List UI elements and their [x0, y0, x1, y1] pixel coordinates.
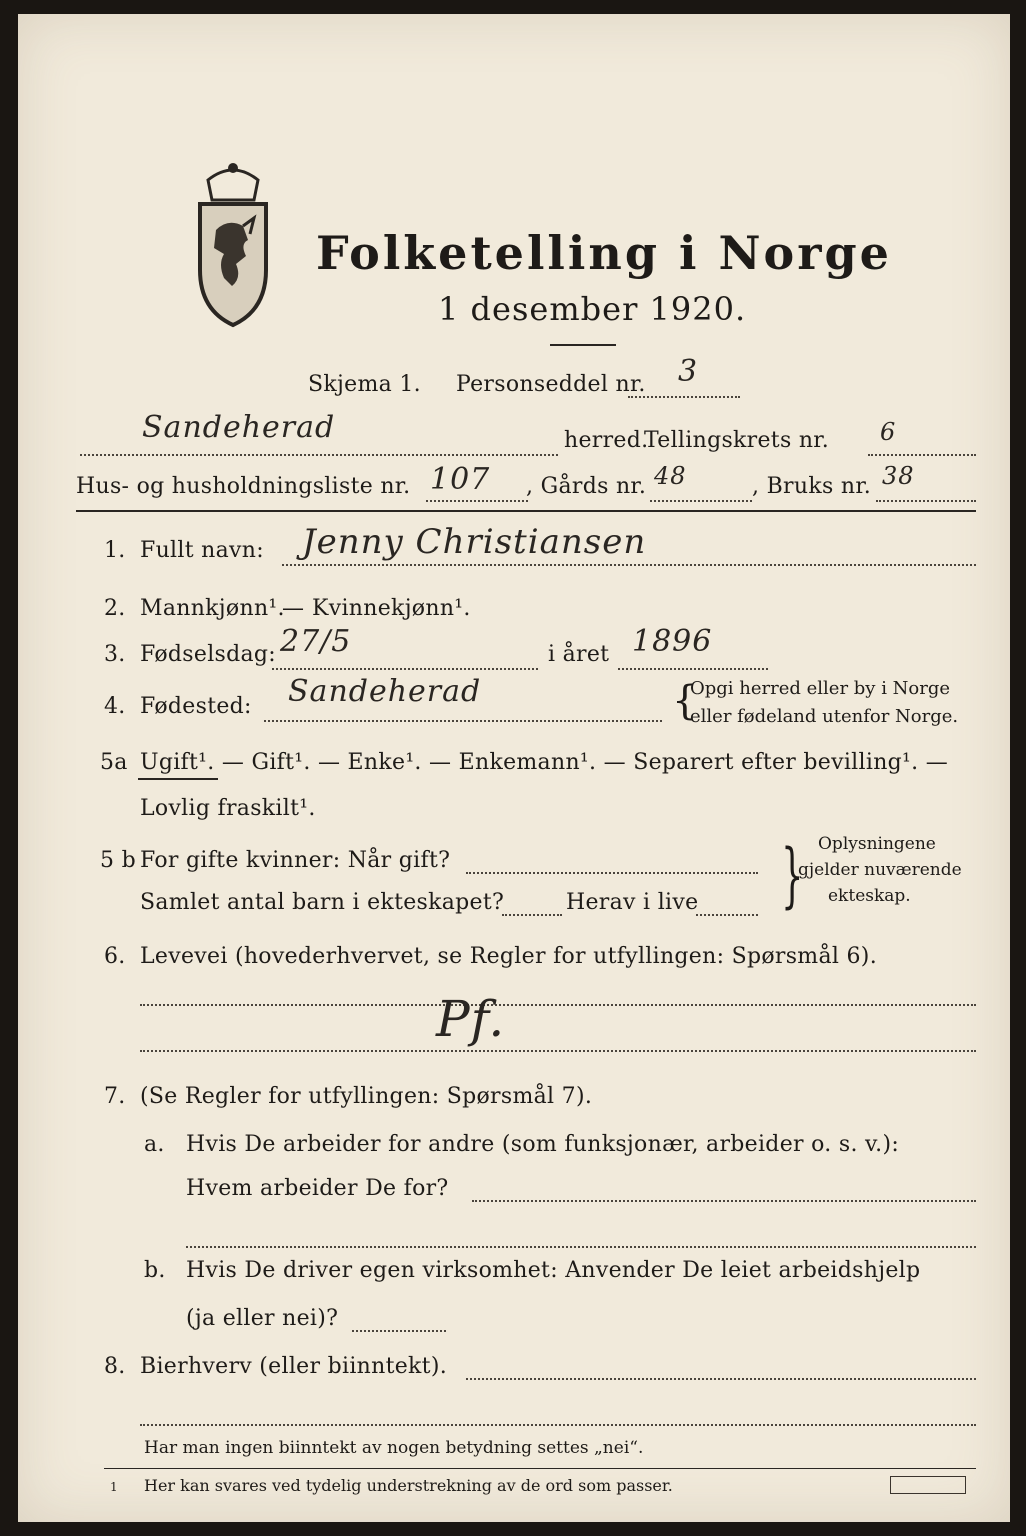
hus-line: [426, 500, 528, 502]
birthplace-value: Sandeherad: [288, 674, 482, 709]
ugift-underline: [138, 778, 218, 780]
marital-status-options: Ugift¹. — Gift¹. — Enke¹. — Enkemann¹. — Separert efter bevilling¹. —: [140, 750, 949, 775]
q7-number: 7.: [104, 1084, 126, 1109]
q1-line: [282, 564, 976, 566]
printer-stamp: [890, 1476, 966, 1494]
mannkjonn-option: Mannkjønn¹.: [140, 596, 285, 621]
q7b-number: b.: [144, 1258, 166, 1283]
title-divider: [550, 344, 616, 346]
q6-label: Levevei (hovederhvervet, se Regler for utfyllingen: Spørsmål 6).: [140, 944, 877, 969]
q5b-note-1: Oplysningene: [818, 834, 936, 854]
birthdate-value: 27/5: [280, 624, 352, 659]
full-name-value: Jenny Christiansen: [302, 522, 647, 562]
occupation-value: Pf.: [436, 990, 506, 1048]
q5b-line1: For gifte kvinner: Når gift?: [140, 848, 451, 873]
q3-number: 3.: [104, 642, 126, 667]
q5b-brace: }: [781, 834, 804, 916]
hus-label: Hus- og husholdningsliste nr.: [76, 474, 411, 499]
herred-label: herred.: [564, 428, 649, 453]
q6-line-1: [140, 1004, 976, 1006]
bruks-value: 38: [882, 462, 915, 490]
personseddel-line: [628, 396, 740, 398]
q5b-line2: Samlet antal barn i ekteskapet?: [140, 890, 505, 915]
census-date: 1 desember 1920.: [438, 290, 747, 328]
personseddel-value: 3: [678, 354, 699, 389]
q8-line-2: [140, 1424, 976, 1426]
coat-of-arms-icon: [188, 160, 278, 330]
q1-label: Fullt navn:: [140, 538, 264, 563]
herred-value: Sandeherad: [142, 410, 336, 445]
tellingskrets-value: 6: [880, 418, 897, 446]
q8-number: 8.: [104, 1354, 126, 1379]
tellingskrets-line: [868, 454, 976, 456]
q4-note-1: Opgi herred eller by i Norge: [690, 678, 951, 699]
form-title: Folketelling i Norge: [316, 226, 892, 280]
q5b-line1-dots: [466, 872, 758, 874]
q5b-herav-dots: [696, 914, 758, 916]
gards-value: 48: [654, 462, 687, 490]
footnote-rule: [104, 1468, 976, 1469]
marital-status-options-2: Lovlig fraskilt¹.: [140, 796, 316, 821]
q5b-herav: Herav i live: [566, 890, 699, 915]
skjema-label: Skjema 1.: [308, 372, 421, 397]
kvinnekjonn-option: Kvinnekjønn¹.: [312, 596, 471, 621]
bruks-label: , Bruks nr.: [752, 474, 872, 499]
q7b-line2-dots: [352, 1330, 446, 1332]
q4-label: Fødested:: [140, 694, 252, 719]
q5a-number: 5a: [100, 750, 128, 775]
q4-line: [264, 720, 662, 722]
q6-line-2: [140, 1050, 976, 1052]
gards-line: [650, 500, 752, 502]
q5b-note-2: gjelder nuværende: [798, 860, 962, 880]
q7a-number: a.: [144, 1132, 165, 1157]
q1-number: 1.: [104, 538, 126, 563]
q3-aret-label: i året: [548, 642, 610, 667]
q2-number: 2.: [104, 596, 126, 621]
q6-number: 6.: [104, 944, 126, 969]
q7b-line2: (ja eller nei)?: [186, 1306, 339, 1331]
q4-brace: {: [672, 678, 698, 724]
q4-note-2: eller fødeland utenfor Norge.: [690, 706, 959, 727]
q7a-line2-dots: [472, 1200, 976, 1202]
census-form: [18, 14, 1010, 1522]
footnote-text: Her kan svares ved tydelig understrekning av de ord som passer.: [144, 1476, 673, 1495]
header-rule: [76, 510, 976, 512]
q8-note: Har man ingen biinntekt av nogen betydning settes „nei“.: [144, 1438, 644, 1458]
footnote-mark: 1: [110, 1480, 118, 1494]
personseddel-label: Personseddel nr.: [456, 372, 646, 397]
q7-label: (Se Regler for utfyllingen: Spørsmål 7).: [140, 1084, 593, 1109]
bruks-line: [876, 500, 976, 502]
q8-label: Bierhverv (eller biinntekt).: [140, 1354, 448, 1379]
q5b-note-3: ekteskap.: [828, 886, 911, 906]
tellingskrets-label: Tellingskrets nr.: [644, 428, 829, 453]
q7a-line1: Hvis De arbeider for andre (som funksjonær, arbeider o. s. v.):: [186, 1132, 900, 1157]
gards-label: , Gårds nr.: [526, 474, 647, 499]
birthyear-value: 1896: [632, 624, 713, 659]
hus-value: 107: [430, 462, 491, 497]
q3-label: Fødselsdag:: [140, 642, 277, 667]
gender-separator: —: [282, 596, 305, 621]
q7a-line2: Hvem arbeider De for?: [186, 1176, 449, 1201]
q5b-number: 5 b: [100, 848, 136, 873]
q3-day-line: [272, 668, 538, 670]
q3-year-line: [618, 668, 768, 670]
q4-number: 4.: [104, 694, 126, 719]
herred-line: [80, 454, 558, 456]
q5b-line2-dots: [502, 914, 562, 916]
q8-line-1: [466, 1378, 976, 1380]
q7a-extra-dots: [186, 1246, 976, 1248]
q7b-line1: Hvis De driver egen virksomhet: Anvender De leiet arbeidshjelp: [186, 1258, 921, 1283]
